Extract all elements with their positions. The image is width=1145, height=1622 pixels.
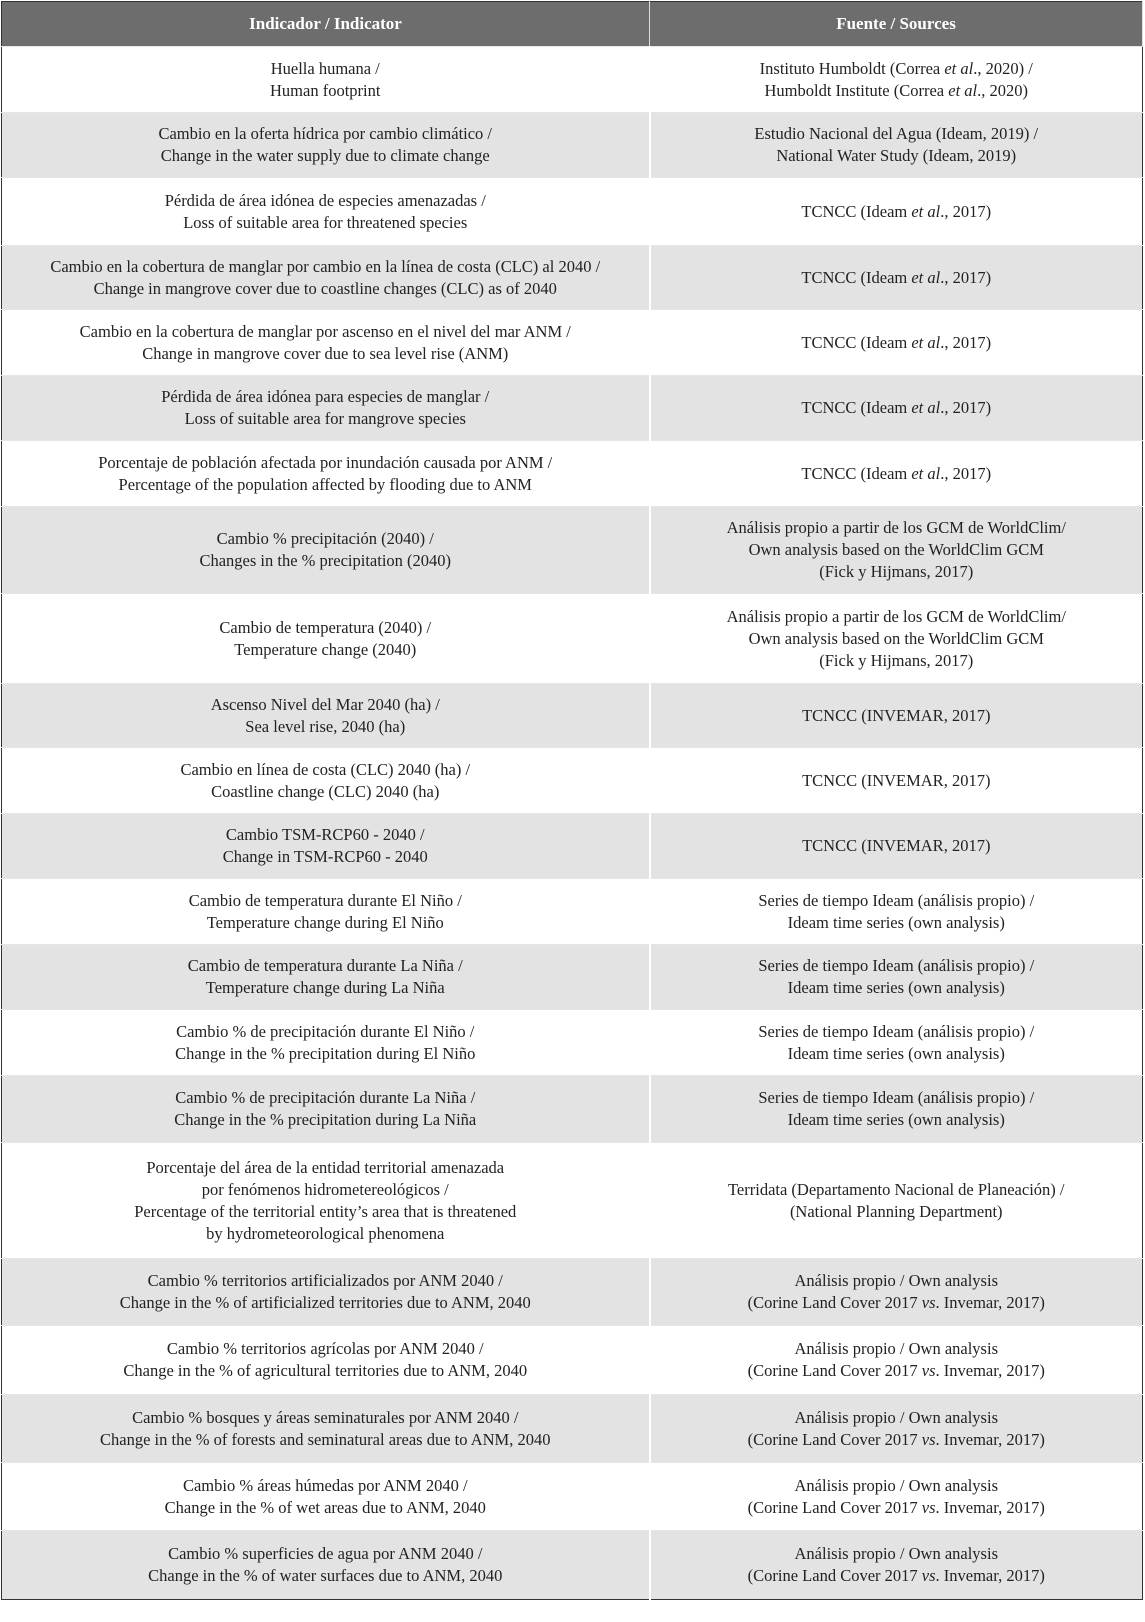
table-row	[2, 310, 1143, 376]
source-cell	[650, 1259, 1143, 1326]
indicator-cell	[2, 376, 650, 441]
indicator-line: by hydrometeorological phenomena	[206, 1223, 445, 1243]
source-italic-text: et al	[911, 398, 941, 417]
source-text: National Water Study (Ideam, 2019)	[776, 146, 1017, 165]
source-text: Análisis propio a partir de los GCM de WorldClim/	[726, 606, 1066, 626]
source-cell	[650, 1010, 1143, 1076]
table-row	[2, 178, 1143, 246]
source-text: Humboldt Institute (Correa	[764, 80, 949, 100]
source-text: TCNCC (Ideam	[801, 463, 912, 483]
table-row	[2, 47, 1143, 113]
indicator-cell	[2, 748, 650, 814]
source-line	[657, 650, 1137, 672]
source-text: Análisis propio / Own analysis	[794, 1271, 998, 1290]
source-text: Own analysis based on the WorldClim GCM	[748, 540, 1044, 559]
indicator-cell	[2, 1463, 650, 1531]
source-text: . Invemar, 2017)	[935, 1361, 1045, 1380]
indicator-line: Pérdida de área idónea de especies amenazadas /	[164, 190, 486, 210]
indicator-line: Change in the % of agricultural territories due to ANM, 2040	[123, 1361, 528, 1380]
source-italic-text: vs	[921, 1497, 936, 1517]
indicator-cell	[2, 594, 650, 684]
indicator-cell	[2, 1326, 650, 1395]
source-line	[657, 58, 1137, 80]
indicator-line: Change in mangrove cover due to coastline changes (CLC) as of 2040	[93, 278, 557, 298]
source-text: . Invemar, 2017)	[935, 1429, 1045, 1449]
source-cell	[650, 507, 1143, 594]
indicator-cell	[2, 684, 650, 748]
source-line	[657, 267, 1137, 289]
indicator-line: Change in TSM-RCP60 - 2040	[222, 847, 428, 866]
indicator-line: Pérdida de área idónea para especies de manglar /	[161, 387, 490, 406]
source-line	[657, 1565, 1137, 1587]
source-cell	[650, 376, 1143, 441]
source-line	[657, 145, 1137, 167]
source-text: . Invemar, 2017)	[935, 1566, 1045, 1585]
source-line	[657, 397, 1137, 419]
source-italic-text: et al	[948, 80, 978, 100]
indicator-line: Cambio % de precipitación durante El Niño /	[176, 1021, 475, 1041]
source-line	[657, 1407, 1137, 1429]
source-text: (National Planning Department)	[789, 1201, 1003, 1221]
source-text: (Corine Land Cover 2017	[747, 1497, 922, 1517]
source-text: Análisis propio / Own analysis	[794, 1544, 998, 1563]
source-text: Series de tiempo Ideam (análisis propio) /	[758, 890, 1035, 910]
indicator-line: por fenómenos hidrometereológicos /	[201, 1179, 449, 1199]
table-row	[2, 507, 1143, 594]
table-row	[2, 1143, 1143, 1259]
table-row	[2, 1463, 1143, 1531]
source-line	[657, 770, 1137, 792]
source-line	[657, 517, 1137, 539]
table-row	[2, 441, 1143, 507]
table-row	[2, 945, 1143, 1010]
source-line	[657, 1109, 1137, 1131]
source-cell	[650, 1531, 1143, 1600]
source-italic-text: vs	[921, 1566, 936, 1585]
indicator-line: Cambio % territorios artificializados por ANM 2040 /	[147, 1271, 503, 1290]
source-line	[657, 705, 1137, 727]
source-text: ., 2020) /	[973, 58, 1033, 78]
source-text: TCNCC (Ideam	[801, 201, 912, 221]
source-line	[657, 1292, 1137, 1314]
source-line	[657, 1201, 1137, 1223]
source-text: TCNCC (INVEMAR, 2017)	[802, 705, 991, 725]
source-text: TCNCC (Ideam	[801, 332, 912, 352]
source-text: ., 2017)	[940, 267, 992, 287]
table-row	[2, 246, 1143, 310]
indicator-line: Cambio en la cobertura de manglar por cambio en la línea de costa (CLC) al 2040 /	[50, 256, 601, 276]
source-text: Series de tiempo Ideam (análisis propio) /	[758, 956, 1035, 975]
indicator-line: Cambio % territorios agrícolas por ANM 2040 /	[166, 1339, 484, 1358]
source-cell	[650, 1143, 1143, 1259]
source-cell	[650, 748, 1143, 814]
source-line	[657, 332, 1137, 354]
indicator-line: Percentage of the population affected by flooding due to ANM	[118, 474, 532, 494]
table-row	[2, 1010, 1143, 1076]
source-italic-text: vs	[921, 1293, 936, 1312]
source-text: Estudio Nacional del Agua (Ideam, 2019) /	[754, 124, 1039, 143]
source-text: Ideam time series (own analysis)	[787, 912, 1005, 932]
source-italic-text: et al	[911, 332, 941, 352]
indicator-line: Huella humana /	[270, 58, 380, 78]
indicator-line: Porcentaje de población afectada por inundación causada por ANM /	[98, 452, 553, 472]
source-line	[657, 1429, 1137, 1451]
source-italic-text: vs	[921, 1429, 936, 1449]
indicator-cell	[2, 1395, 650, 1463]
indicator-line: Percentage of the territorial entity’s area that is threatened	[134, 1201, 517, 1221]
table-row	[2, 113, 1143, 178]
indicator-line: Temperature change during El Niño	[206, 912, 444, 932]
indicator-cell	[2, 879, 650, 945]
source-text: Análisis propio / Own analysis	[794, 1339, 998, 1358]
indicator-line: Coastline change (CLC) 2040 (ha)	[211, 781, 440, 801]
source-text: . Invemar, 2017)	[935, 1497, 1045, 1517]
indicator-line: Change in the % of artificialized territories due to ANM, 2040	[119, 1293, 531, 1312]
source-text: Análisis propio / Own analysis	[794, 1407, 998, 1427]
source-cell	[650, 594, 1143, 684]
source-text: (Fick y Hijmans, 2017)	[819, 562, 974, 581]
source-cell	[650, 1463, 1143, 1531]
indicator-line: Change in mangrove cover due to sea level rise (ANM)	[142, 343, 509, 363]
indicator-line: Change in the % of wet areas due to ANM, 2040	[164, 1497, 486, 1517]
source-text: (Fick y Hijmans, 2017)	[819, 650, 974, 670]
indicator-line: Change in the % of forests and seminatural areas due to ANM, 2040	[100, 1429, 551, 1449]
indicator-line: Temperature change during La Niña	[205, 978, 445, 997]
column-header-indicator: Indicador / Indicator	[2, 2, 650, 47]
source-text: Instituto Humboldt (Correa	[759, 58, 945, 78]
source-cell	[650, 1326, 1143, 1395]
indicator-cell	[2, 814, 650, 879]
source-text: TCNCC (Ideam	[801, 267, 912, 287]
table-row	[2, 594, 1143, 684]
indicator-cell	[2, 945, 650, 1010]
indicator-line: Cambio TSM-RCP60 - 2040 /	[225, 825, 425, 844]
indicator-line: Porcentaje del área de la entidad territorial amenazada	[146, 1157, 505, 1177]
source-cell	[650, 441, 1143, 507]
source-cell	[650, 113, 1143, 178]
indicator-line: Cambio % áreas húmedas por ANM 2040 /	[182, 1475, 468, 1495]
source-line	[657, 606, 1137, 628]
source-line	[657, 977, 1137, 999]
source-text: Ideam time series (own analysis)	[787, 1110, 1005, 1129]
indicator-cell	[2, 113, 650, 178]
indicator-line: Cambio de temperatura (2040) /	[219, 617, 432, 637]
source-text: ., 2017)	[940, 398, 992, 417]
indicator-cell	[2, 1076, 650, 1143]
source-cell	[650, 47, 1143, 113]
source-line	[657, 1497, 1137, 1519]
source-line	[657, 1021, 1137, 1043]
indicator-line: Change in the water supply due to climate change	[160, 146, 490, 165]
source-line	[657, 1475, 1137, 1497]
indicator-cell	[2, 441, 650, 507]
source-line	[657, 1179, 1137, 1201]
table-body	[2, 47, 1143, 1600]
source-italic-text: et al	[911, 201, 941, 221]
indicator-cell	[2, 1143, 650, 1259]
indicator-cell	[2, 1259, 650, 1326]
source-cell	[650, 814, 1143, 879]
indicator-line: Change in the % of water surfaces due to ANM, 2040	[148, 1566, 503, 1585]
source-line	[657, 912, 1137, 934]
table-row	[2, 1531, 1143, 1600]
source-text: TCNCC (INVEMAR, 2017)	[802, 770, 991, 790]
indicator-line: Ascenso Nivel del Mar 2040 (ha) /	[210, 694, 440, 714]
indicator-cell	[2, 178, 650, 246]
source-text: (Corine Land Cover 2017	[747, 1566, 922, 1585]
source-line	[657, 1338, 1137, 1360]
source-text: Ideam time series (own analysis)	[787, 1043, 1005, 1063]
indicator-line: Human footprint	[270, 80, 381, 100]
source-line	[657, 1360, 1137, 1382]
source-line	[657, 1043, 1137, 1065]
source-line	[657, 1087, 1137, 1109]
indicator-line: Cambio % precipitación (2040) /	[216, 529, 434, 548]
source-line	[657, 123, 1137, 145]
indicator-cell	[2, 310, 650, 376]
source-text: TCNCC (INVEMAR, 2017)	[802, 836, 991, 855]
source-line	[657, 561, 1137, 583]
source-italic-text: et al	[911, 463, 941, 483]
indicator-line: Cambio de temperatura durante La Niña /	[187, 956, 463, 975]
source-cell	[650, 879, 1143, 945]
table-row	[2, 684, 1143, 748]
source-text: ., 2017)	[940, 201, 992, 221]
source-cell	[650, 178, 1143, 246]
indicator-line: Cambio en la cobertura de manglar por ascenso en el nivel del mar ANM /	[79, 321, 571, 341]
table-row	[2, 1259, 1143, 1326]
column-header-source: Fuente / Sources	[650, 2, 1143, 47]
table-row	[2, 376, 1143, 441]
source-cell	[650, 310, 1143, 376]
indicator-cell	[2, 507, 650, 594]
source-text: ., 2017)	[940, 332, 992, 352]
source-text: ., 2020)	[977, 80, 1028, 100]
source-line	[657, 628, 1137, 650]
source-text: . Invemar, 2017)	[935, 1293, 1045, 1312]
indicator-cell	[2, 47, 650, 113]
source-text: Terridata (Departamento Nacional de Planeación) /	[728, 1179, 1065, 1199]
indicator-line: Cambio % superficies de agua por ANM 2040 /	[168, 1544, 483, 1563]
source-line	[657, 890, 1137, 912]
source-line	[657, 80, 1137, 102]
table-row	[2, 1076, 1143, 1143]
source-italic-text: vs	[921, 1361, 936, 1380]
indicator-line: Change in the % precipitation during La Niña	[174, 1110, 477, 1129]
source-text: Series de tiempo Ideam (análisis propio) /	[758, 1021, 1035, 1041]
source-text: (Corine Land Cover 2017	[747, 1293, 922, 1312]
indicator-line: Cambio en línea de costa (CLC) 2040 (ha) /	[180, 759, 471, 779]
table-header-row	[2, 2, 1143, 47]
indicator-line: Cambio en la oferta hídrica por cambio climático /	[158, 124, 493, 143]
indicator-cell	[2, 1531, 650, 1600]
source-italic-text: et al	[911, 267, 941, 287]
source-cell	[650, 246, 1143, 310]
source-line	[657, 1270, 1137, 1292]
table-row	[2, 1326, 1143, 1395]
source-cell	[650, 1395, 1143, 1463]
source-line	[657, 835, 1137, 857]
source-text: (Corine Land Cover 2017	[747, 1361, 922, 1380]
source-line	[657, 463, 1137, 485]
source-cell	[650, 1076, 1143, 1143]
indicator-cell	[2, 1010, 650, 1076]
indicator-line: Change in the % precipitation during El Niño	[175, 1043, 476, 1063]
source-text: (Corine Land Cover 2017	[747, 1429, 922, 1449]
indicator-line: Loss of suitable area for threatened species	[183, 212, 468, 232]
indicator-cell	[2, 246, 650, 310]
indicator-line: Cambio de temperatura durante El Niño /	[188, 890, 462, 910]
source-line	[657, 1543, 1137, 1565]
table-row	[2, 748, 1143, 814]
source-line	[657, 201, 1137, 223]
indicator-line: Changes in the % precipitation (2040)	[199, 551, 452, 570]
source-line	[657, 539, 1137, 561]
source-text: Ideam time series (own analysis)	[787, 978, 1005, 997]
indicator-line: Sea level rise, 2040 (ha)	[245, 716, 406, 736]
indicator-line: Cambio % de precipitación durante La Niña /	[175, 1088, 476, 1107]
source-text: Own analysis based on the WorldClim GCM	[748, 628, 1044, 648]
table-row	[2, 1395, 1143, 1463]
source-italic-text: et al	[944, 58, 974, 78]
indicator-line: Loss of suitable area for mangrove species	[184, 409, 466, 428]
source-text: Series de tiempo Ideam (análisis propio) /	[758, 1088, 1035, 1107]
source-line	[657, 955, 1137, 977]
table-row	[2, 814, 1143, 879]
source-text: Análisis propio a partir de los GCM de WorldClim/	[726, 518, 1066, 537]
indicator-line: Cambio % bosques y áreas seminaturales por ANM 2040 /	[132, 1407, 519, 1427]
table-row	[2, 879, 1143, 945]
indicator-line: Temperature change (2040)	[234, 639, 417, 659]
indicators-table	[1, 1, 1143, 1600]
source-text: Análisis propio / Own analysis	[794, 1475, 998, 1495]
source-cell	[650, 684, 1143, 748]
source-cell	[650, 945, 1143, 1010]
source-text: TCNCC (Ideam	[801, 398, 912, 417]
source-text: ., 2017)	[940, 463, 992, 483]
